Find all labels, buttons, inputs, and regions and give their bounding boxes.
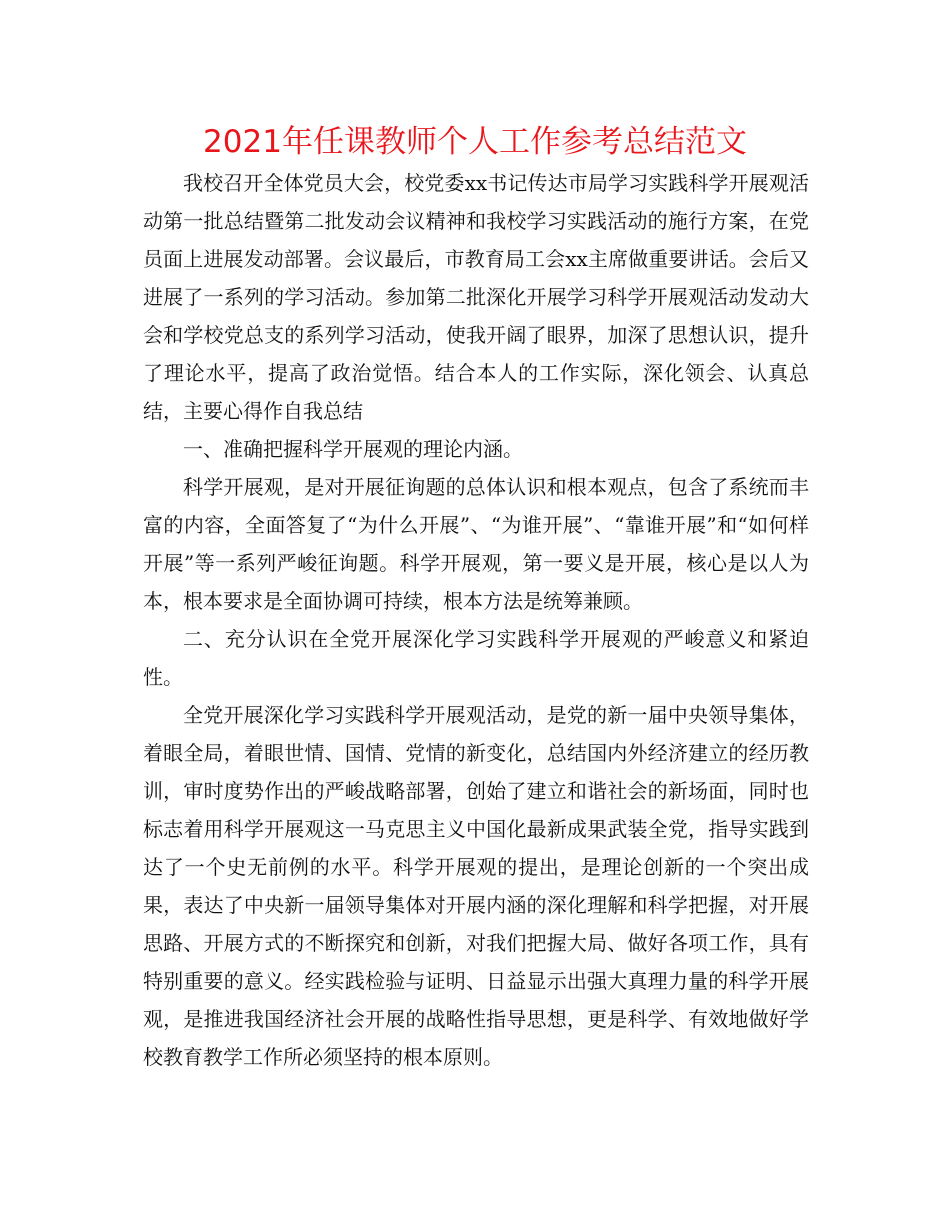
paragraph-section-2: 全党开展深化学习实践科学开展观活动，是党的新一届中央领导集体，着眼全局，着眼世情、国情、党情的新变化，总结国内外经济建立的经历教训，审时度势作出的严峻战略部署，创始了建立和谐社会的新场面，同时也标志着用科学开展观这一马克思主义中国化最新成果武装全党，指导实践到达了一个史无前例的水平。科学开展观的提出，是理论创新的一个突出成果，表达了中央新一届领导集体对开展内涵的深化理解和科学把握，对开展思路、开展方式的不断探究和创新，对我们把握大局、做好各项工作，具有特别重要的意义。经实践检验与证明、日益显示出强大真理力量的科学开展观，是推进我国经济社会开展的战略性指导思想，更是科学、有效地做好学校教育教学工作所必须坚持的根本原则。 [143, 703, 809, 1069]
paragraph-intro: 我校召开全体党员大会，校党委xx书记传达市局学习实践科学开展观活动第一批总结暨第二批发动会议精神和我校学习实践活动的施行方案，在党员面上进展发动部署。会议最后，市教育局工会xx主席做重要讲话。会后又进展了一系列的学习活动。参加第二批深化开展学习科学开展观活动发动大会和学校党总支的系列学习活动，使我开阔了眼界，加深了思想认识，提升了理论水平，提高了政治觉悟。结合本人的工作实际，深化领会、认真总结，主要心得作自我总结 [143, 171, 809, 423]
section-heading-1: 一、准确把握科学开展观的理论内涵。 [183, 437, 523, 461]
document-body [143, 164, 809, 1076]
document-title: 2021年任课教师个人工作参考总结范文 [203, 124, 747, 160]
paragraph-section-1: 科学开展观，是对开展征询题的总体认识和根本观点，包含了系统而丰富的内容，全面答复了“为什么开展”、“为谁开展”、“靠谁开展”和“如何样开展”等一系列严峻征询题。科学开展观，第一要义是开展，核心是以人为本，根本要求是全面协调可持续，根本方法是统筹兼顾。 [143, 475, 809, 613]
section-heading-2: 二、充分认识在全党开展深化学习实践科学开展观的严峻意义和紧迫性。 [143, 627, 809, 689]
